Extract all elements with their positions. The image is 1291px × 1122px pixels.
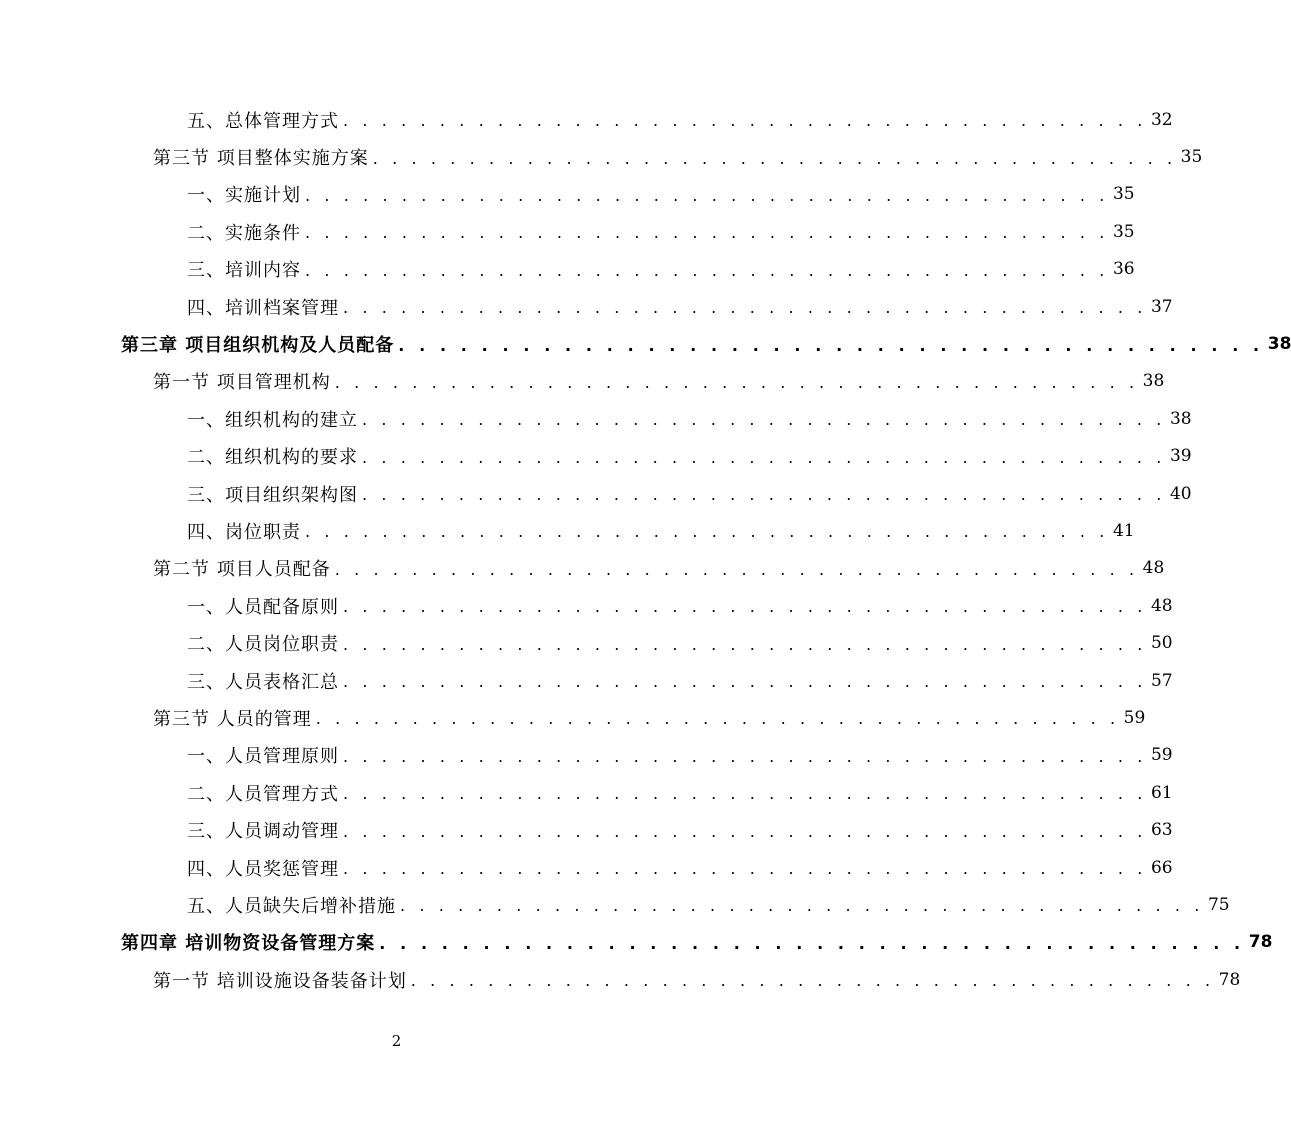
toc-entry[interactable] bbox=[0, 438, 1192, 475]
toc-entry-page: 35 bbox=[1180, 147, 1203, 168]
toc-dot-leader: . . . . . . . . . . . . . . . . . . . . . . . . . . . . . . . . . . . . . . . . . . bbox=[343, 298, 1147, 318]
toc-entry-page: 57 bbox=[1150, 670, 1173, 691]
toc-dot-leader: . . . . . . . . . . . . . . . . . . . . . . . . . . . . . . . . . . . . . . . . . . bbox=[305, 223, 1109, 243]
toc-entry-page: 38 bbox=[1267, 334, 1291, 355]
toc-entry-label: 五、总体管理方式 bbox=[187, 107, 343, 133]
toc-entry[interactable] bbox=[0, 550, 1165, 587]
toc-entry[interactable] bbox=[0, 176, 1135, 213]
toc-entry[interactable] bbox=[0, 886, 1230, 923]
toc-dot-leader: . . . . . . . . . . . . . . . . . . . . . . . . . . . . . . . . . . . . . . . . . . bbox=[334, 372, 1139, 392]
toc-entry-label: 第三节 人员的管理 bbox=[153, 705, 316, 731]
toc-entry[interactable] bbox=[0, 699, 1146, 736]
toc-entry-page: 63 bbox=[1150, 820, 1173, 841]
toc-entry-label: 三、人员表格汇总 bbox=[187, 668, 343, 694]
toc-dot-leader: . . . . . . . . . . . . . . . . . . . . . . . . . . . . . . . . . . . . . . . . . . bbox=[379, 933, 1245, 953]
toc-entry[interactable] bbox=[0, 624, 1173, 661]
toc-entry[interactable] bbox=[0, 587, 1173, 624]
toc-dot-leader: . . . . . . . . . . . . . . . . . . . . . . . . . . . . . . . . . . . . . . . . . . bbox=[343, 784, 1147, 804]
page-number: 2 bbox=[391, 1032, 402, 1050]
toc-entry-label: 一、组织机构的建立 bbox=[187, 406, 362, 432]
toc-dot-leader: . . . . . . . . . . . . . . . . . . . . . . . . . . . . . . . . . . . . . . . . . . bbox=[343, 821, 1147, 841]
toc-entry-page: 48 bbox=[1150, 595, 1173, 616]
toc-entry-label: 二、人员岗位职责 bbox=[187, 630, 343, 656]
toc-entry-page: 61 bbox=[1150, 782, 1173, 803]
toc-entry-page: 59 bbox=[1150, 745, 1173, 766]
toc-entry-label: 四、培训档案管理 bbox=[187, 294, 343, 320]
toc-dot-leader: . . . . . . . . . . . . . . . . . . . . . . . . . . . . . . . . . . . . . . . . . . bbox=[400, 896, 1204, 916]
toc-entry-label: 二、实施条件 bbox=[187, 219, 305, 245]
toc-entry-page: 38 bbox=[1142, 371, 1165, 392]
toc-entry-label: 第一节 项目管理机构 bbox=[153, 368, 335, 394]
toc-entry[interactable] bbox=[0, 288, 1173, 325]
toc-entry-page: 78 bbox=[1218, 969, 1241, 990]
toc-dot-leader: . . . . . . . . . . . . . . . . . . . . . . . . . . . . . . . . . . . . . . . . . . bbox=[362, 485, 1166, 505]
toc-entry[interactable] bbox=[0, 251, 1135, 288]
toc-dot-leader: . . . . . . . . . . . . . . . . . . . . . . . . . . . . . . . . . . . . . . . . . . bbox=[305, 185, 1109, 205]
toc-dot-leader: . . . . . . . . . . . . . . . . . . . . . . . . . . . . . . . . . . . . . . . . . . bbox=[398, 335, 1264, 355]
toc-entry-page: 35 bbox=[1112, 184, 1135, 205]
toc-entry[interactable] bbox=[0, 213, 1135, 250]
toc-dot-leader: . . . . . . . . . . . . . . . . . . . . . . . . . . . . . . . . . . . . . . . . . . bbox=[343, 634, 1147, 654]
toc-entry-label: 三、培训内容 bbox=[187, 256, 305, 282]
toc-entry-page: 40 bbox=[1169, 483, 1192, 504]
toc-entry-page: 66 bbox=[1150, 857, 1173, 878]
toc-entry-page: 41 bbox=[1112, 520, 1135, 541]
toc-dot-leader: . . . . . . . . . . . . . . . . . . . . . . . . . . . . . . . . . . . . . . . . . . bbox=[362, 410, 1166, 430]
toc-dot-leader: . . . . . . . . . . . . . . . . . . . . . . . . . . . . . . . . . . . . . . . . . . bbox=[315, 709, 1120, 729]
toc-dot-leader: . . . . . . . . . . . . . . . . . . . . . . . . . . . . . . . . . . . . . . . . . . bbox=[362, 447, 1166, 467]
toc-entry-page: 38 bbox=[1169, 408, 1192, 429]
toc-entry-page: 39 bbox=[1169, 446, 1192, 467]
toc-dot-leader: . . . . . . . . . . . . . . . . . . . . . . . . . . . . . . . . . . . . . . . . . . bbox=[343, 597, 1147, 617]
toc-entry-label: 第一节 培训设施设备装备计划 bbox=[153, 967, 411, 993]
toc-entry-label: 第二节 项目人员配备 bbox=[153, 555, 335, 581]
toc-entry-page: 32 bbox=[1150, 109, 1173, 130]
toc-dot-leader: . . . . . . . . . . . . . . . . . . . . . . . . . . . . . . . . . . . . . . . . . . bbox=[343, 111, 1147, 131]
toc-dot-leader: . . . . . . . . . . . . . . . . . . . . . . . . . . . . . . . . . . . . . . . . . . bbox=[343, 746, 1147, 766]
toc-entry-page: 37 bbox=[1150, 296, 1173, 317]
toc-entry-label: 第三章 项目组织机构及人员配备 bbox=[121, 331, 398, 357]
toc-entry[interactable] bbox=[0, 138, 1203, 175]
toc-entry[interactable] bbox=[0, 662, 1173, 699]
toc-entry-label: 第四章 培训物资设备管理方案 bbox=[121, 929, 379, 955]
toc-entry-label: 三、项目组织架构图 bbox=[187, 481, 362, 507]
toc-entry[interactable] bbox=[0, 363, 1165, 400]
toc-entry-label: 一、人员配备原则 bbox=[187, 593, 343, 619]
toc-entry[interactable] bbox=[0, 811, 1173, 848]
toc-entry-page: 36 bbox=[1112, 259, 1135, 280]
toc-entry-page: 75 bbox=[1207, 894, 1230, 915]
toc-entry-label: 四、岗位职责 bbox=[187, 518, 305, 544]
toc-entry[interactable] bbox=[0, 475, 1192, 512]
toc-entry-page: 50 bbox=[1150, 633, 1173, 654]
toc-entry-chapter[interactable] bbox=[0, 325, 1291, 362]
toc-entry[interactable] bbox=[0, 961, 1241, 998]
toc-entry-label: 二、组织机构的要求 bbox=[187, 443, 362, 469]
toc-entry-label: 三、人员调动管理 bbox=[187, 817, 343, 843]
toc-entry-page: 59 bbox=[1123, 707, 1146, 728]
table-of-contents bbox=[0, 101, 1291, 998]
toc-entry-page: 78 bbox=[1248, 932, 1273, 953]
toc-entry[interactable] bbox=[0, 512, 1135, 549]
toc-dot-leader: . . . . . . . . . . . . . . . . . . . . . . . . . . . . . . . . . . . . . . . . . . bbox=[372, 148, 1177, 168]
toc-entry-label: 一、实施计划 bbox=[187, 181, 305, 207]
toc-entry-page: 48 bbox=[1142, 558, 1165, 579]
toc-entry-label: 第三节 项目整体实施方案 bbox=[153, 144, 373, 170]
toc-entry[interactable] bbox=[0, 101, 1173, 138]
toc-entry-label: 四、人员奖惩管理 bbox=[187, 855, 343, 881]
toc-entry-label: 一、人员管理原则 bbox=[187, 742, 343, 768]
toc-dot-leader: . . . . . . . . . . . . . . . . . . . . . . . . . . . . . . . . . . . . . . . . . . bbox=[305, 522, 1109, 542]
toc-dot-leader: . . . . . . . . . . . . . . . . . . . . . . . . . . . . . . . . . . . . . . . . . . bbox=[343, 672, 1147, 692]
toc-entry-page: 35 bbox=[1112, 221, 1135, 242]
toc-dot-leader: . . . . . . . . . . . . . . . . . . . . . . . . . . . . . . . . . . . . . . . . . . bbox=[410, 971, 1215, 991]
toc-dot-leader: . . . . . . . . . . . . . . . . . . . . . . . . . . . . . . . . . . . . . . . . . . bbox=[305, 260, 1109, 280]
toc-entry-label: 二、人员管理方式 bbox=[187, 780, 343, 806]
toc-entry-chapter[interactable] bbox=[0, 924, 1273, 961]
toc-entry[interactable] bbox=[0, 774, 1173, 811]
toc-entry[interactable] bbox=[0, 737, 1173, 774]
toc-entry[interactable] bbox=[0, 849, 1173, 886]
toc-dot-leader: . . . . . . . . . . . . . . . . . . . . . . . . . . . . . . . . . . . . . . . . . . bbox=[343, 859, 1147, 878]
toc-dot-leader: . . . . . . . . . . . . . . . . . . . . . . . . . . . . . . . . . . . . . . . . . . bbox=[334, 559, 1139, 579]
toc-entry[interactable] bbox=[0, 400, 1192, 437]
toc-entry-label: 五、人员缺失后增补措施 bbox=[187, 892, 400, 918]
